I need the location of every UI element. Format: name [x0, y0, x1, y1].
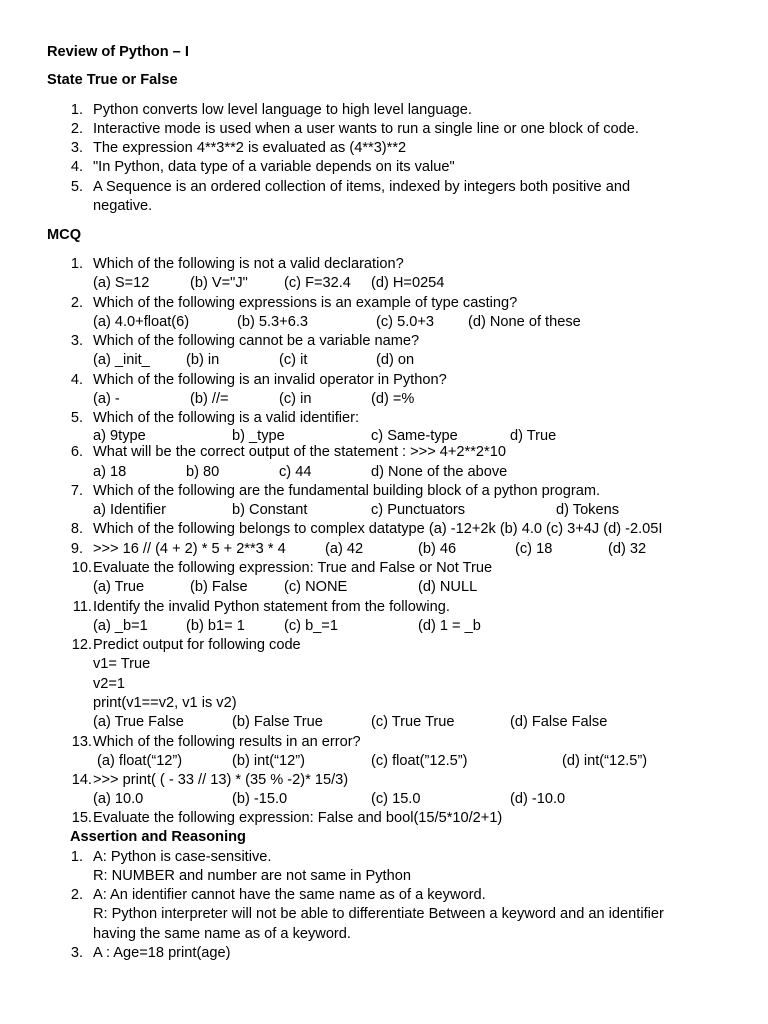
list-item-number: 2. — [70, 887, 83, 903]
question-text: >>> print( ( - 33 // 13) * (35 % -2)* 15/3) — [93, 772, 349, 788]
question-number: 14. — [71, 772, 92, 788]
question-text: Predict output for following code — [93, 637, 301, 653]
option: (c) True True — [371, 714, 455, 730]
option: b) Constant — [232, 502, 308, 518]
option: (a) 10.0 — [93, 791, 144, 807]
option: (a) float(“12”) — [97, 753, 183, 769]
reason-line: R: NUMBER and number are not same in Python — [93, 868, 411, 884]
option: (c) 18 — [515, 541, 553, 557]
option: (a) - — [93, 391, 120, 407]
option: (a) S=12 — [93, 275, 150, 291]
option: d) None of the above — [371, 464, 508, 480]
question-text: >>> 16 // (4 + 2) * 5 + 2**3 * 4 — [93, 541, 286, 557]
assertion-line: A: An identifier cannot have the same name as of a keyword. — [93, 887, 486, 903]
assertion-line: A: Python is case-sensitive. — [93, 849, 272, 865]
assertion-reasoning-heading: Assertion and Reasoning — [70, 829, 246, 845]
question-number: 2. — [70, 295, 83, 311]
question-number: 7. — [70, 483, 83, 499]
option: (b) b1= 1 — [186, 618, 245, 634]
question-number: 10. — [71, 560, 92, 576]
option: a) 18 — [93, 464, 127, 480]
list-item: Interactive mode is used when a user wants to run a single line or one block of code. — [93, 121, 639, 137]
question-text: Which of the following is an invalid operator in Python? — [93, 372, 447, 388]
code-line: v2=1 — [93, 676, 126, 692]
question-number: 8. — [70, 521, 83, 537]
option: (b) int(“12”) — [232, 753, 305, 769]
option: (d) H=0254 — [371, 275, 445, 291]
true-false-heading: State True or False — [47, 72, 178, 88]
option: a) Identifier — [93, 502, 167, 518]
option: (a) _b=1 — [93, 618, 148, 634]
option: c) Same-type — [371, 428, 458, 444]
question-text: Which of the following expressions is an example of type casting? — [93, 295, 518, 311]
question-text: Evaluate the following expression: False and bool(15/5*10/2+1) — [93, 810, 503, 826]
question-number: 11. — [72, 599, 92, 615]
code-line: v1= True — [93, 656, 151, 672]
list-item-number: 4. — [70, 159, 83, 175]
question-text: Identify the invalid Python statement from the following. — [93, 599, 450, 615]
option: (b) V="J" — [190, 275, 248, 291]
option: (c) F=32.4 — [284, 275, 351, 291]
option: (c) 5.0+3 — [376, 314, 434, 330]
question-text: Which of the following is a valid identifier: — [93, 410, 360, 426]
option: a) 9type — [93, 428, 146, 444]
question-number: 4. — [70, 372, 83, 388]
code-line: print(v1==v2, v1 is v2) — [93, 695, 237, 711]
option: (a) True — [93, 579, 145, 595]
option: (c) in — [279, 391, 312, 407]
question-text: Which of the following results in an error? — [93, 734, 361, 750]
option: (d) =% — [371, 391, 415, 407]
option: (a) True False — [93, 714, 184, 730]
option: (d) False False — [510, 714, 608, 730]
list-item: Python converts low level language to high level language. — [93, 102, 472, 118]
option: (a) 42 — [325, 541, 364, 557]
option: d) True — [510, 428, 557, 444]
option: (b) 46 — [418, 541, 457, 557]
question-text: Which of the following belongs to complex datatype (a) -12+2k (b) 4.0 (c) 3+4J (d) -2.05I — [93, 521, 663, 537]
list-item-number: 3. — [70, 945, 83, 961]
option: (d) NULL — [418, 579, 478, 595]
list-item-number: 2. — [70, 121, 83, 137]
option: (b) //= — [190, 391, 229, 407]
option: (d) on — [376, 352, 415, 368]
list-item-continuation: negative. — [93, 198, 153, 214]
option: (b) False True — [232, 714, 323, 730]
option: (d) None of these — [468, 314, 581, 330]
option: (d) -10.0 — [510, 791, 566, 807]
option: (a) 4.0+float(6) — [93, 314, 190, 330]
list-item: The expression 4**3**2 is evaluated as (4**3)**2 — [93, 140, 407, 156]
question-text: What will be the correct output of the statement : >>> 4+2**2*10 — [93, 444, 506, 460]
option: (d) 32 — [608, 541, 647, 557]
question-text: Which of the following is not a valid declaration? — [93, 256, 404, 272]
question-text: Which of the following cannot be a variable name? — [93, 333, 420, 349]
question-number: 13. — [71, 734, 92, 750]
assertion-line: A : Age=18 print(age) — [93, 945, 231, 961]
option: (b) in — [186, 352, 220, 368]
question-number: 3. — [70, 333, 83, 349]
option: (c) it — [279, 352, 308, 368]
option: c) Punctuators — [371, 502, 466, 518]
question-number: 1. — [70, 256, 83, 272]
option: (b) 5.3+6.3 — [237, 314, 308, 330]
option: c) 44 — [279, 464, 312, 480]
question-text: Evaluate the following expression: True and False or Not True — [93, 560, 493, 576]
option: (a) _init_ — [93, 352, 150, 368]
reason-line: R: Python interpreter will not be able to differentiate Between a keyword and an identifier — [93, 906, 664, 922]
reason-line-continuation: having the same name as of a keyword. — [93, 926, 351, 942]
option: (d) int(“12.5”) — [562, 753, 648, 769]
list-item: "In Python, data type of a variable depends on its value" — [93, 159, 455, 175]
question-number: 9. — [70, 541, 83, 557]
option: (c) NONE — [284, 579, 348, 595]
option: b) 80 — [186, 464, 220, 480]
question-text: Which of the following are the fundamental building block of a python program. — [93, 483, 601, 499]
option: (c) b_=1 — [284, 618, 338, 634]
mcq-heading: MCQ — [47, 227, 82, 243]
list-item: A Sequence is an ordered collection of items, indexed by integers both positive and — [93, 179, 631, 195]
question-number: 15. — [71, 810, 92, 826]
question-number: 12. — [71, 637, 92, 653]
option: d) Tokens — [556, 502, 620, 518]
option: (c) 15.0 — [371, 791, 421, 807]
question-number: 5. — [70, 410, 83, 426]
option: (b) -15.0 — [232, 791, 288, 807]
option: (c) float(”12.5”) — [371, 753, 468, 769]
option: b) _type — [232, 428, 285, 444]
list-item-number: 3. — [70, 140, 83, 156]
list-item-number: 5. — [70, 179, 83, 195]
page-title: Review of Python – I — [47, 44, 189, 60]
option: (d) 1 = _b — [418, 618, 481, 634]
question-number: 6. — [70, 444, 83, 460]
list-item-number: 1. — [70, 849, 83, 865]
option: (b) False — [190, 579, 248, 595]
list-item-number: 1. — [70, 102, 83, 118]
